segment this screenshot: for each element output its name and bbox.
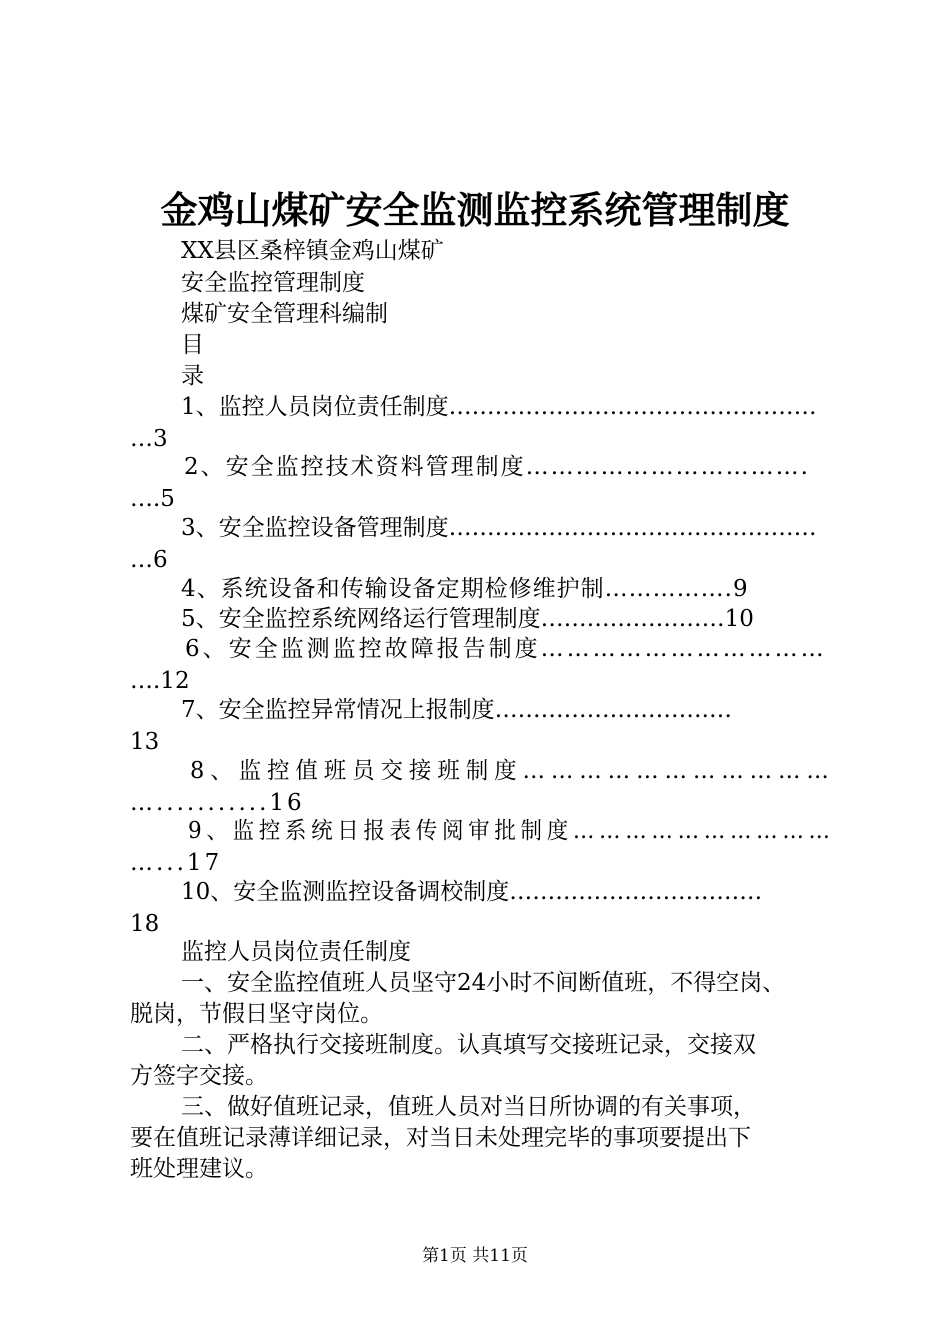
header-line-editor: 煤矿安全管理科编制 [181,301,388,327]
paragraph-2-line-1: 二、严格执行交接班制度。认真填写交接班记录，交接双 [181,1032,756,1058]
toc-entry-8-page: …...........16 [130,790,305,816]
document-title: 金鸡山煤矿安全监测监控系统管理制度 [160,188,790,232]
page-footer: 第1页 共11页 [422,1246,528,1266]
toc-heading-2: 录 [181,363,204,389]
paragraph-3-line-2: 要在值班记录薄详细记录，对当日未处理完毕的事项要提出下 [130,1125,751,1151]
section-title: 监控人员岗位责任制度 [181,939,411,965]
toc-entry-9: 9、监控系统日报表传阅审批制度………………………… [188,818,835,844]
toc-entry-2-page: ….5 [130,486,175,512]
header-line-org: XX县区桑梓镇金鸡山煤矿 [181,238,444,264]
toc-entry-2: 2、安全监控技术资料管理制度……………………………. [184,454,810,480]
toc-entry-7-page: 13 [130,729,160,755]
toc-entry-7: 7、安全监控异常情况上报制度……………………….… [181,697,732,723]
toc-entry-9-page: …...17 [130,850,223,876]
toc-entry-10-page: 18 [130,911,160,937]
toc-entry-6: 6、安全监测监控故障报告制度…………………………… [185,636,827,662]
toc-entry-5: 5、安全监控系统网络运行管理制度……………………10 [181,606,754,632]
toc-entry-1: 1、监控人员岗位责任制度………………………………………… [181,394,817,420]
paragraph-2-line-2: 方签字交接。 [130,1063,268,1089]
toc-heading-1: 目 [181,332,204,358]
paragraph-3-line-1: 三、做好值班记录，值班人员对当日所协调的有关事项， [181,1094,756,1120]
toc-entry-3-page: …6 [130,547,168,573]
toc-entry-6-page: ….12 [130,668,190,694]
toc-entry-1-page: …3 [130,426,168,452]
paragraph-3-line-3: 班处理建议。 [130,1156,268,1182]
header-line-subtitle: 安全监控管理制度 [181,270,365,296]
toc-entry-8: 8、监控值班员交接班制度…………………………… [190,758,835,784]
paragraph-1-line-1: 一、安全监控值班人员坚守24小时不间断值班，不得空岗、 [181,970,786,996]
toc-entry-3: 3、安全监控设备管理制度………………………………………… [181,515,817,541]
toc-entry-10: 10、安全监测监控设备调校制度…………………………… [181,879,763,905]
toc-entry-4: 4、系统设备和传输设备定期检修维护制…………….9 [181,576,749,602]
paragraph-1-line-2: 脱岗，节假日坚守岗位。 [130,1001,383,1027]
